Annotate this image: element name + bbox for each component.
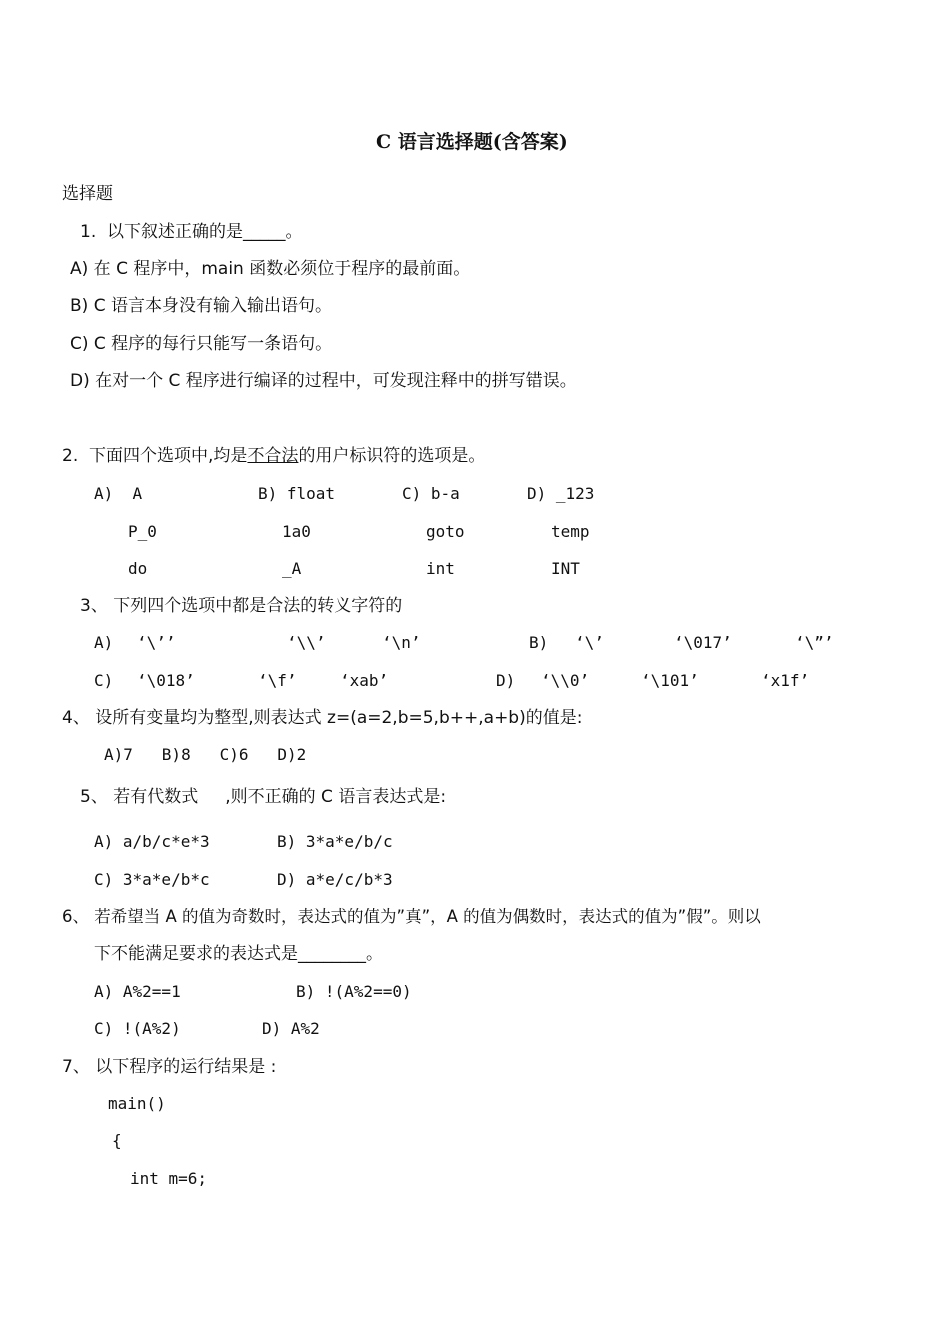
q3-d-item3: ‘x1f’	[761, 671, 810, 690]
q6-option-a: A) A%2==1	[94, 982, 181, 1001]
q7-code-line-2: {	[112, 1131, 122, 1150]
q2-a-item3: do	[128, 559, 148, 578]
q1-option-a: A) 在 C 程序中，main 函数必须位于程序的最前面。	[70, 259, 471, 279]
q1-option-d: D) 在对一个 C 程序进行编译的过程中，可发现注释中的拼写错误。	[70, 371, 577, 391]
q2-option-b: B) float	[258, 484, 336, 503]
q3-c-item2: ‘\f’	[258, 671, 297, 690]
q5-option-d: D) a*e/c/b*3	[277, 870, 393, 889]
q2-c-item3: int	[426, 559, 455, 578]
q2-option-a: A) A	[94, 484, 143, 503]
q3-option-b-label: B)	[529, 633, 549, 652]
q6-option-c: C) !(A%2)	[94, 1019, 181, 1038]
q2-stem-pre: 2. 下面四个选项中,均是	[62, 446, 248, 466]
q2-a-item2: P_0	[128, 522, 157, 541]
q1-option-b: B) C 语言本身没有输入输出语句。	[70, 296, 332, 316]
q2-b-item3: _A	[282, 559, 302, 578]
q7-code-line-3: int m=6;	[130, 1169, 208, 1188]
section-heading: 选择题	[62, 184, 113, 204]
q2-b-item2: 1a0	[282, 522, 311, 541]
q6-option-b: B) !(A%2==0)	[296, 982, 412, 1001]
q2-d-item2: temp	[551, 522, 590, 541]
q3-b-item1: ‘\’	[575, 633, 604, 652]
q7-code-line-1: main()	[108, 1094, 166, 1113]
q2-stem-underlined: 不合法	[247, 446, 299, 466]
q3-option-a-label: A)	[94, 633, 114, 652]
q5-option-b: B) 3*a*e/b/c	[277, 832, 393, 851]
q2-d-item3: INT	[551, 559, 580, 578]
q6-option-d: D) A%2	[262, 1019, 320, 1038]
q3-b-item3: ‘\”’	[795, 633, 834, 652]
q3-a-item3: ‘\n’	[382, 633, 421, 652]
q3-option-c-label: C)	[94, 671, 114, 690]
q2-option-c: C) b-a	[402, 484, 460, 503]
q3-c-item3: ‘xab’	[340, 671, 389, 690]
q4-options: A)7 B)8 C)6 D)2	[104, 745, 307, 764]
q3-b-item2: ‘\017’	[674, 633, 732, 652]
q5-option-c: C) 3*a*e/b*c	[94, 870, 210, 889]
q7-stem: 7、 以下程序的运行结果是 :	[62, 1057, 277, 1077]
q3-d-item2: ‘\101’	[641, 671, 699, 690]
q4-stem: 4、 设所有变量均为整型,则表达式 z=(a=2,b=5,b++,a+b)的值是:	[62, 708, 583, 728]
q3-d-item1: ‘\\0’	[541, 671, 590, 690]
q3-a-item1: ‘\’’	[137, 633, 176, 652]
document-title: C 语言选择题(含答案)	[376, 131, 568, 153]
q5-stem: 5、 若有代数式 ,则不正确的 C 语言表达式是:	[80, 787, 447, 807]
q3-stem: 3、 下列四个选项中都是合法的转义字符的	[80, 596, 403, 616]
q5-option-a: A) a/b/c*e*3	[94, 832, 210, 851]
q6-stem-line2: 下不能满足要求的表达式是________。	[94, 944, 383, 964]
q2-stem-post: 的用户标识符的选项是。	[298, 446, 486, 466]
q2-stem	[62, 445, 485, 467]
q3-option-d-label: D)	[496, 671, 516, 690]
q3-a-item2: ‘\\’	[287, 633, 326, 652]
q2-c-item2: goto	[426, 522, 465, 541]
q6-stem-line1: 6、 若希望当 A 的值为奇数时，表达式的值为”真”，A 的值为偶数时，表达式的值为”假”。则以	[62, 907, 761, 926]
q1-option-c: C) C 程序的每行只能写一条语句。	[70, 334, 333, 354]
q1-stem: 1. 以下叙述正确的是_____。	[80, 222, 303, 242]
q3-c-item1: ‘\018’	[137, 671, 195, 690]
q2-option-d: D) _123	[527, 484, 595, 503]
